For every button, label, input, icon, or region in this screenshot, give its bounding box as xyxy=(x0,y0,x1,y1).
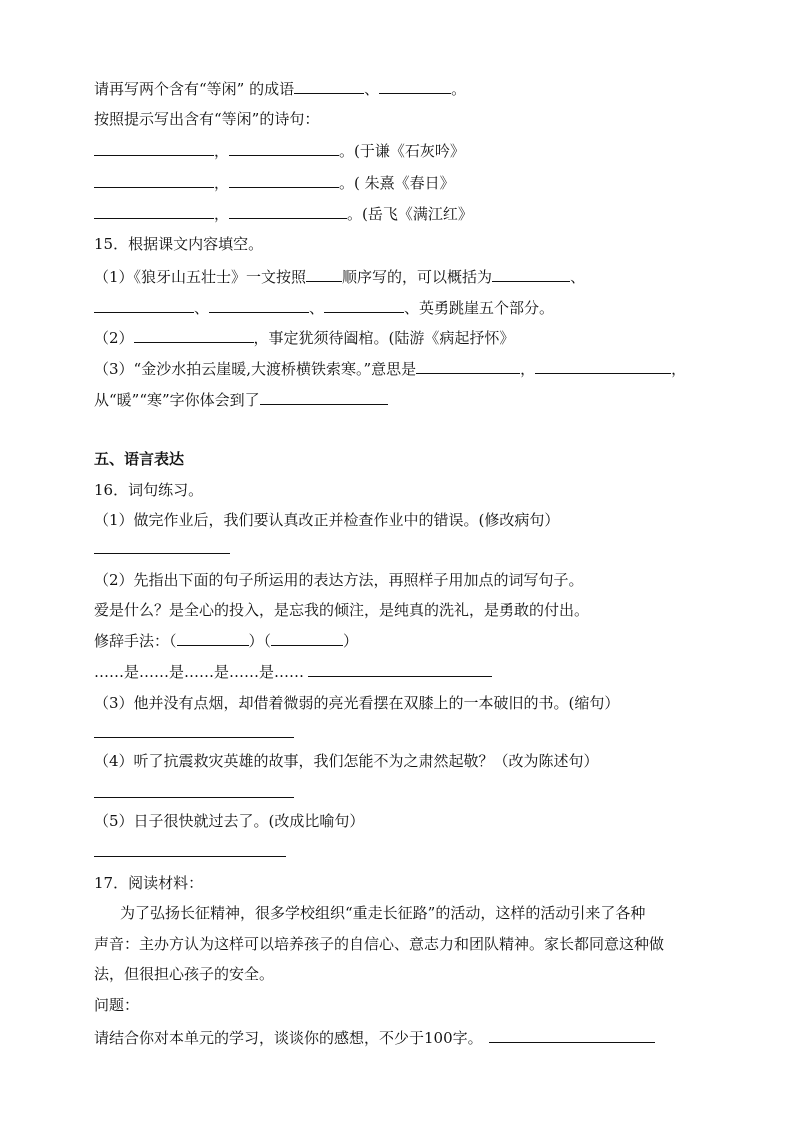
q16-part4: （4）听了抗震救灾英雄的故事，我们怎能不为之肃然起敬？（改为陈述句） xyxy=(94,752,599,770)
poem3-blank-1[interactable] xyxy=(94,203,214,219)
q15-meaning-blank-2[interactable] xyxy=(535,358,671,374)
q16-part5: （5）日子很快就过去了。(改成比喻句） xyxy=(94,812,365,830)
q15-summary-blank-3[interactable] xyxy=(209,297,309,313)
idiom-blank-1[interactable] xyxy=(294,78,364,94)
idiom-blank-2[interactable] xyxy=(379,78,451,94)
q15-part3-cont: 从“暖”“寒”字你体会到了 xyxy=(94,389,388,410)
poem2-blank-1[interactable] xyxy=(94,172,214,188)
poem2-blank-2[interactable] xyxy=(229,172,339,188)
question-17: 17．阅读材料： xyxy=(94,874,204,892)
rhetoric-blank-2[interactable] xyxy=(271,630,343,646)
q16-part3-answer-line[interactable] xyxy=(94,737,294,738)
q16-part1: （1）做完作业后，我们要认真改正并检查作业中的错误。(修改病句） xyxy=(94,511,560,529)
q16-part4-answer-line[interactable] xyxy=(94,797,294,798)
poem-instruction: 按照提示写出含有“等闲”的诗句： xyxy=(94,110,320,128)
q16-part2: （2）先指出下面的句子所运用的表达方法，再照样子用加点的词写句子。 xyxy=(94,571,584,589)
q16-rhetoric: 修辞手法：（ ）（ ） xyxy=(94,632,359,650)
q15-part2: （2） ，事定犹须待阖棺。(陆游《病起抒怀》 xyxy=(94,329,515,347)
pattern-blank[interactable] xyxy=(308,661,492,677)
q15-order-blank[interactable] xyxy=(306,266,342,282)
q15-summary-blank-4[interactable] xyxy=(324,297,404,313)
q15-part1: （1）《狼牙山五壮士》一文按照 顺序写的，可以概括为 、 xyxy=(94,268,586,286)
q15-feeling-blank[interactable] xyxy=(260,389,388,405)
q17-answer-blank[interactable] xyxy=(489,1027,655,1043)
q15-summary-blank-1[interactable] xyxy=(492,266,570,282)
poem1-blank-2[interactable] xyxy=(229,140,339,156)
q16-part2-example: 爱是什么？是全心的投入，是忘我的倾注，是纯真的洗礼，是勇敢的付出。 xyxy=(94,601,590,619)
q17-material-line-3: 法，但很担心孩子的安全。 xyxy=(94,965,275,983)
question-16: 16．词句练习。 xyxy=(94,481,204,499)
poem3-blank-2[interactable] xyxy=(229,203,347,219)
q17-material-line-1: 为了弘扬长征精神，很多学校组织“重走长征路”的活动，这样的活动引来了各种 xyxy=(120,904,646,922)
q16-pattern: ……是……是……是……是…… xyxy=(94,661,492,682)
q15-meaning-blank-1[interactable] xyxy=(416,358,520,374)
idiom-question: 请再写两个含有“等闲” 的成语 、 。 xyxy=(94,80,467,98)
q16-part5-answer-line[interactable] xyxy=(94,856,286,857)
poem1-blank-1[interactable] xyxy=(94,140,214,156)
poem-line-3: ， 。(岳飞《满江红》 xyxy=(94,203,473,224)
q15-poem-blank[interactable] xyxy=(134,327,254,343)
poem-line-2: ， 。( 朱熹《春日》 xyxy=(94,172,455,193)
q15-part1-cont: 、 、 、英勇跳崖五个部分。 xyxy=(94,297,554,318)
poem-line-1: ， 。(于谦《石灰吟》 xyxy=(94,140,465,161)
q17-prompt: 请结合你对本单元的学习，谈谈你的感想，不少于100字。 xyxy=(94,1027,655,1048)
q15-summary-blank-2[interactable] xyxy=(94,297,194,313)
section-5-heading: 五、语言表达 xyxy=(94,450,185,468)
q15-part3: （3）“金沙水拍云崖暖,大渡桥横铁索寒。”意思是 ， ， xyxy=(94,360,687,378)
rhetoric-blank-1[interactable] xyxy=(177,630,249,646)
q17-question-label: 问题： xyxy=(94,996,140,1014)
q16-part3: （3）他并没有点烟，却借着微弱的亮光看摆在双膝上的一本破旧的书。(缩句） xyxy=(94,694,620,712)
q16-part1-answer-line[interactable] xyxy=(94,553,230,554)
q17-material-line-2: 声音：主办方认为这样可以培养孩子的自信心、意志力和团队精神。家长都同意这种做 xyxy=(94,935,665,953)
question-15: 15．根据课文内容填空。 xyxy=(94,235,264,253)
